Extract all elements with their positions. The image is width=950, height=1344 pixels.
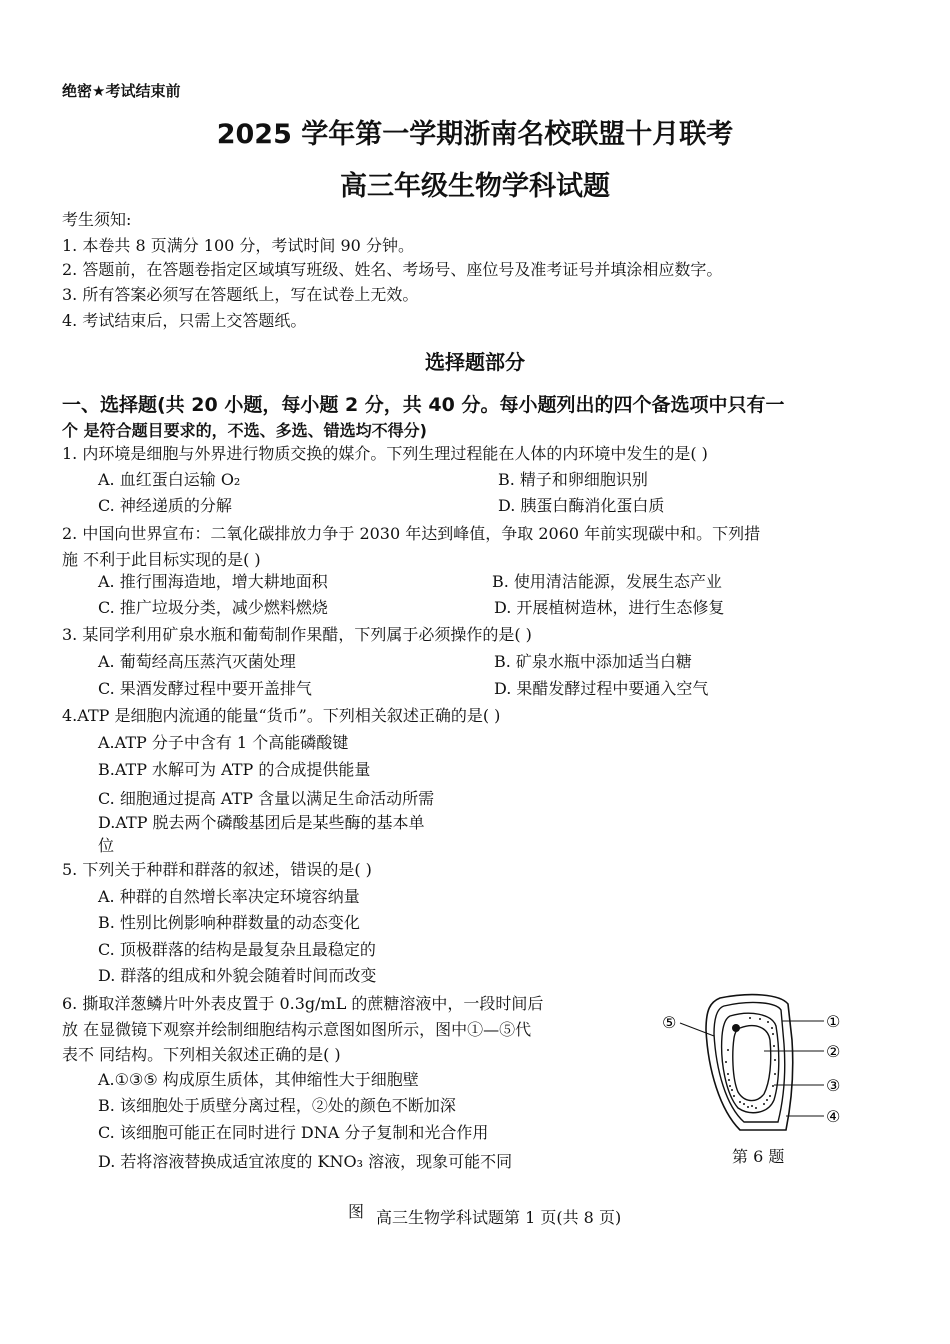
notice-item: 1. 本卷共 8 页满分 100 分，考试时间 90 分钟。 [62, 236, 414, 255]
q6-stem-cont: 表不 同结构。下列相关叙述正确的是( ) [62, 1045, 341, 1064]
q4-option-a: A.ATP 分子中含有 1 个高能磷酸键 [98, 733, 349, 752]
q5-option-a: A. 种群的自然增长率决定环境容纳量 [98, 887, 360, 906]
exam-subtitle: 高三年级生物学科试题 [340, 171, 610, 202]
q2-stem-cont: 施 不利于此目标实现的是( ) [62, 550, 261, 569]
q6-option-a: A.①③⑤ 构成原生质体，其伸缩性大于细胞壁 [98, 1070, 419, 1089]
q1-option-b: B. 精子和卵细胞识别 [498, 470, 648, 489]
section-title: 选择题部分 [425, 350, 525, 374]
label-1: ① [826, 1012, 841, 1031]
q5-option-b: B. 性别比例影响种群数量的动态变化 [98, 913, 360, 932]
label-5: ⑤ [662, 1013, 677, 1032]
q5-option-c: C. 顶极群落的结构是最复杂且最稳定的 [98, 940, 376, 959]
q5-stem: 5. 下列关于种群和群落的叙述，错误的是( ) [62, 860, 372, 879]
part-heading-cont: 个 是符合题目要求的，不选、多选、错选均不得分) [62, 421, 427, 440]
nucleus [732, 1024, 740, 1032]
q6-stem: 6. 撕取洋葱鳞片叶外表皮置于 0.3g/mL 的蔗糖溶液中，一段时间后 [62, 994, 544, 1013]
q1-option-c: C. 神经递质的分解 [98, 496, 232, 515]
q1-option-a: A. 血红蛋白运输 O₂ [98, 470, 241, 489]
q3-stem: 3. 某同学利用矿泉水瓶和葡萄制作果醋，下列属于必须操作的是( ) [62, 625, 532, 644]
q4-option-b: B.ATP 水解可为 ATP 的合成提供能量 [98, 760, 371, 779]
notice-heading: 考生须知: [62, 210, 132, 229]
q2-stem: 2. 中国向世界宣布：二氧化碳排放力争于 2030 年达到峰值，争取 2060 年前实现碳中和。下列措 [62, 524, 761, 543]
figure-mark: 图 [348, 1202, 365, 1221]
q4-option-c: C. 细胞通过提高 ATP 含量以满足生命活动所需 [98, 789, 435, 808]
q6-stem-cont: 放 在显微镜下观察并绘制细胞结构示意图如图所示，图中①—⑤代 [62, 1020, 532, 1039]
page-footer: 高三生物学科试题第 1 页(共 8 页) [376, 1208, 622, 1227]
q3-option-d: D. 果醋发酵过程中要通入空气 [494, 679, 709, 698]
figure-caption: 第 6 题 [732, 1147, 785, 1166]
plasmolysis-cell-figure [660, 990, 860, 1140]
q1-option-d: D. 胰蛋白酶消化蛋白质 [498, 496, 665, 515]
label-3: ③ [826, 1076, 841, 1095]
q5-option-d: D. 群落的组成和外貌会随着时间而改变 [98, 966, 377, 985]
q2-option-d: D. 开展植树造林，进行生态修复 [494, 598, 725, 617]
q3-option-b: B. 矿泉水瓶中添加适当白糖 [494, 652, 692, 671]
q4-option-d: D.ATP 脱去两个磷酸基团后是某些酶的基本单 [98, 813, 425, 832]
confidential-mark: 绝密★考试结束前 [62, 82, 181, 100]
q2-option-b: B. 使用清洁能源，发展生态产业 [492, 572, 722, 591]
label-4: ④ [826, 1107, 841, 1126]
q6-option-d: D. 若将溶液替换成适宜浓度的 KNO₃ 溶液，现象可能不同 [98, 1152, 513, 1171]
label-2: ② [826, 1042, 841, 1061]
q2-option-c: C. 推广垃圾分类，减少燃料燃烧 [98, 598, 328, 617]
notice-item: 2. 答题前，在答题卷指定区域填写班级、姓名、考场号、座位号及准考证号并填涂相应数字。 [62, 260, 723, 279]
q4-stem: 4.ATP 是细胞内流通的能量“货币”。下列相关叙述正确的是( ) [62, 706, 501, 725]
q1-stem: 1. 内环境是细胞与外界进行物质交换的媒介。下列生理过程能在人体的内环境中发生的是( ) [62, 444, 708, 463]
q6-option-c: C. 该细胞可能正在同时进行 DNA 分子复制和光合作用 [98, 1123, 489, 1142]
q6-option-b: B. 该细胞处于质壁分离过程，②处的颜色不断加深 [98, 1096, 456, 1115]
notice-item: 4. 考试结束后，只需上交答题纸。 [62, 311, 307, 330]
q3-option-a: A. 葡萄经高压蒸汽灭菌处理 [98, 652, 296, 671]
q3-option-c: C. 果酒发酵过程中要开盖排气 [98, 679, 312, 698]
q4-option-d-cont: 位 [98, 836, 115, 855]
notice-item: 3. 所有答案必须写在答题纸上，写在试卷上无效。 [62, 285, 419, 304]
vacuole [733, 1026, 771, 1101]
part-heading: 一、选择题(共 20 小题，每小题 2 分，共 40 分。每小题列出的四个备选项中只有一 [62, 394, 785, 416]
q2-option-a: A. 推行围海造地，增大耕地面积 [98, 572, 328, 591]
exam-title: 2025 学年第一学期浙南名校联盟十月联考 [216, 119, 734, 150]
